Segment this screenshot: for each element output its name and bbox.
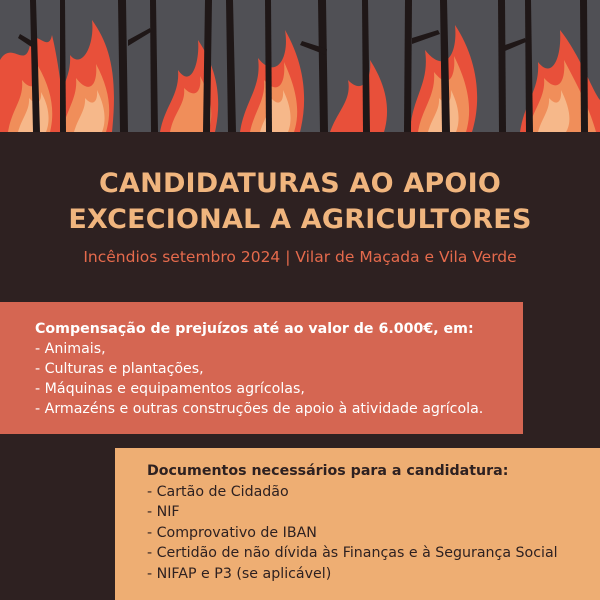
compensation-item: - Culturas e plantações,	[35, 361, 204, 377]
compensation-item: - Armazéns e outras construções de apoio à atividade agrícola.	[35, 401, 484, 417]
forest-fire-illustration	[0, 0, 600, 132]
compensation-item: - Animais,	[35, 341, 106, 357]
compensation-heading: Compensação de prejuízos até ao valor de 6.000€, em:	[35, 321, 474, 337]
document-item: - NIF	[147, 504, 180, 520]
title-line-1: CANDIDATURAS AO APOIO	[99, 168, 501, 199]
title-line-2: EXCECIONAL A AGRICULTORES	[68, 204, 532, 235]
subtitle: Incêndios setembro 2024 | Vilar de Maçada e Vila Verde	[83, 248, 517, 266]
document-item: - Comprovativo de IBAN	[147, 524, 317, 541]
documents-heading: Documentos necessários para a candidatura:	[147, 463, 509, 479]
documents-box	[115, 448, 600, 600]
document-item: - Cartão de Cidadão	[147, 483, 289, 500]
page-title	[0, 166, 600, 238]
document-item: - NIFAP e P3 (se aplicável)	[147, 565, 332, 582]
compensation-item: - Máquinas e equipamentos agrícolas,	[35, 381, 305, 397]
compensation-box	[0, 302, 523, 434]
document-item: - Certidão de não dívida às Finanças e à Segurança Social	[147, 545, 558, 561]
